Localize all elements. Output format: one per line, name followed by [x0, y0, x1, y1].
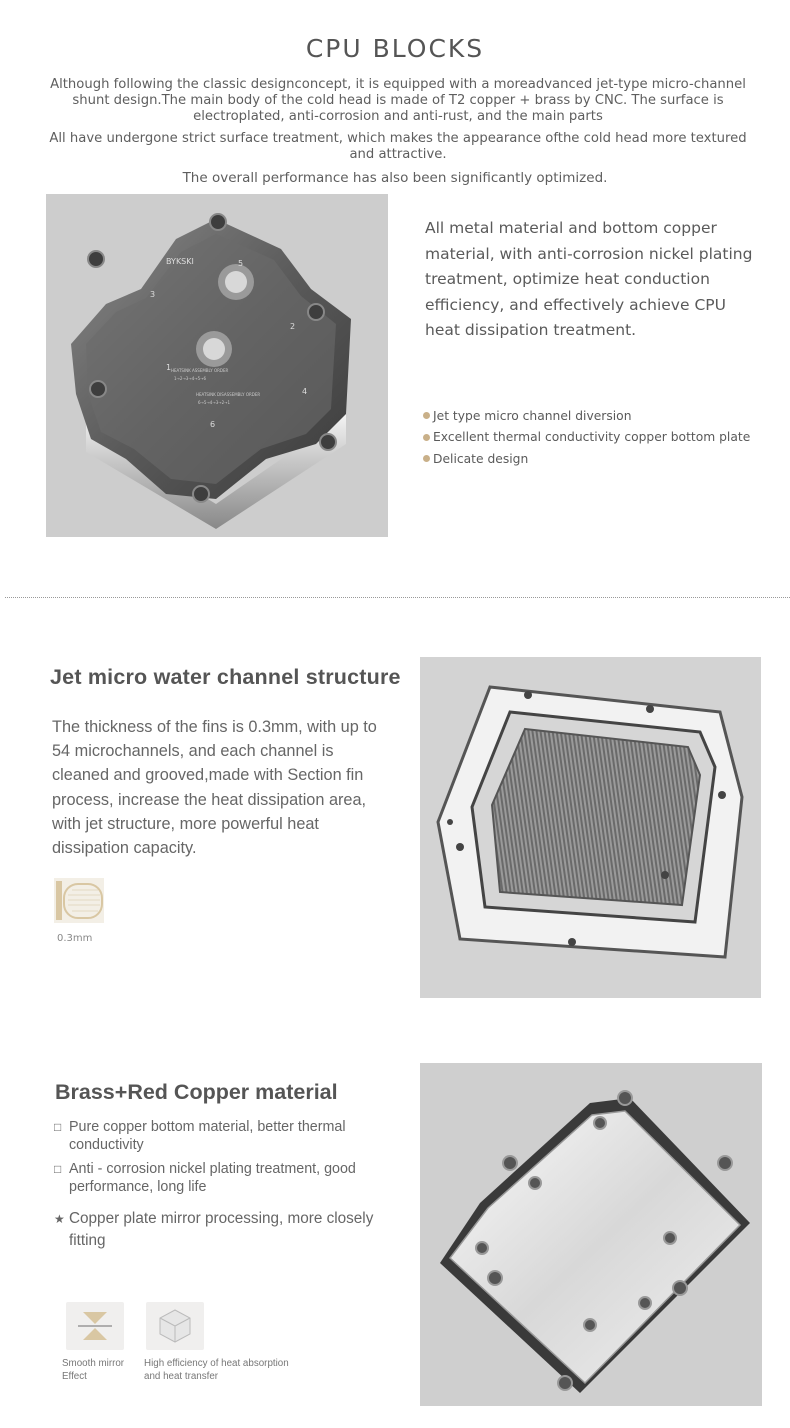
bullet-item: Excellent thermal conductivity copper bottom plate: [423, 427, 783, 449]
section-divider: [5, 597, 790, 598]
copper-feature-item: □ Anti - corrosion nickel plating treatment, good performance, long life: [54, 1161, 356, 1195]
cpu-block-bottom-image: [420, 1063, 762, 1406]
screw-number-6: 6: [210, 420, 216, 429]
brand-label: BYKSKI: [166, 257, 194, 266]
screw-number-1: 1: [166, 363, 172, 372]
disassembly-label: HEATSINK DISASSEMBLY ORDER: [196, 392, 261, 397]
material-bullet-list: [423, 405, 783, 470]
microchannel-plate-image: [420, 657, 761, 998]
bullet-dot-icon: [423, 434, 430, 441]
assembly-sequence: 1→2→3→4→5→6: [174, 376, 207, 381]
mirror-effect-caption: Smooth mirror Effect: [62, 1358, 125, 1382]
cpu-block-top-image: [46, 194, 388, 537]
bullet-item: Delicate design: [423, 448, 783, 470]
channel-heading: Jet micro water channel structure: [50, 665, 401, 689]
fin-thickness-icon: [54, 878, 104, 923]
cube-icon: [146, 1302, 204, 1350]
screw-number-5: 5: [238, 259, 244, 268]
cpu-block-bottom-illustration: [420, 1063, 762, 1406]
screw-number-2: 2: [290, 322, 296, 331]
page-title: CPU BLOCKS: [305, 34, 485, 63]
checkbox-outline-icon: □: [54, 1120, 62, 1134]
bullet-dot-icon: [423, 412, 430, 419]
mirror-hourglass-icon: [66, 1302, 124, 1350]
intro-paragraph-3: The overall performance has also been significantly optimized.: [182, 170, 608, 186]
material-lead-text: All metal material and bottom copper material, with anti-corrosion nickel plating treatment, optimize heat conduction efficiency, and effectively achieve CPU heat dissipation treatment.: [425, 219, 753, 339]
checkbox-outline-icon: □: [54, 1162, 62, 1176]
channel-description: The thickness of the fins is 0.3mm, with up to 54 microchannels, and each channel is cleaned and grooved,made with Section fin process, increase the heat dissipation area, with jet structure, more powerful heat dissipation capacity.: [52, 718, 377, 858]
heat-transfer-caption: High efficiency of heat absorption and heat transfer: [144, 1358, 289, 1382]
copper-feature-item: □ Pure copper bottom material, better thermal conductivity: [54, 1119, 346, 1153]
assembly-label: HEATSINK ASSEMBLY ORDER: [171, 368, 229, 373]
bullet-dot-icon: [423, 455, 430, 462]
copper-feature-item: ★ Copper plate mirror processing, more closely fitting: [54, 1208, 414, 1252]
screw-number-4: 4: [302, 387, 308, 396]
star-icon: ★: [54, 1212, 65, 1226]
cpu-block-top-illustration: [46, 194, 388, 537]
intro-paragraph-2: All have undergone strict surface treatment, which makes the appearance ofthe cold head more textured and attractive.: [49, 131, 747, 162]
intro-paragraph-1: Although following the classic designconcept, it is equipped with a moreadvanced jet-type micro-channel shunt design.The main body of the cold head is made of T2 copper + brass by CNC. The surface is electroplated, anti-corrosion and anti-rust, and the main parts: [50, 77, 746, 124]
screw-number-3: 3: [150, 290, 156, 299]
bullet-item: Jet type micro channel diversion: [423, 405, 783, 427]
copper-heading: Brass+Red Copper material: [55, 1080, 338, 1104]
disassembly-sequence: 6→5→4→3→2→1: [198, 400, 231, 405]
microchannel-plate-illustration: [420, 657, 761, 998]
fin-thickness-caption: 0.3mm: [57, 933, 93, 944]
